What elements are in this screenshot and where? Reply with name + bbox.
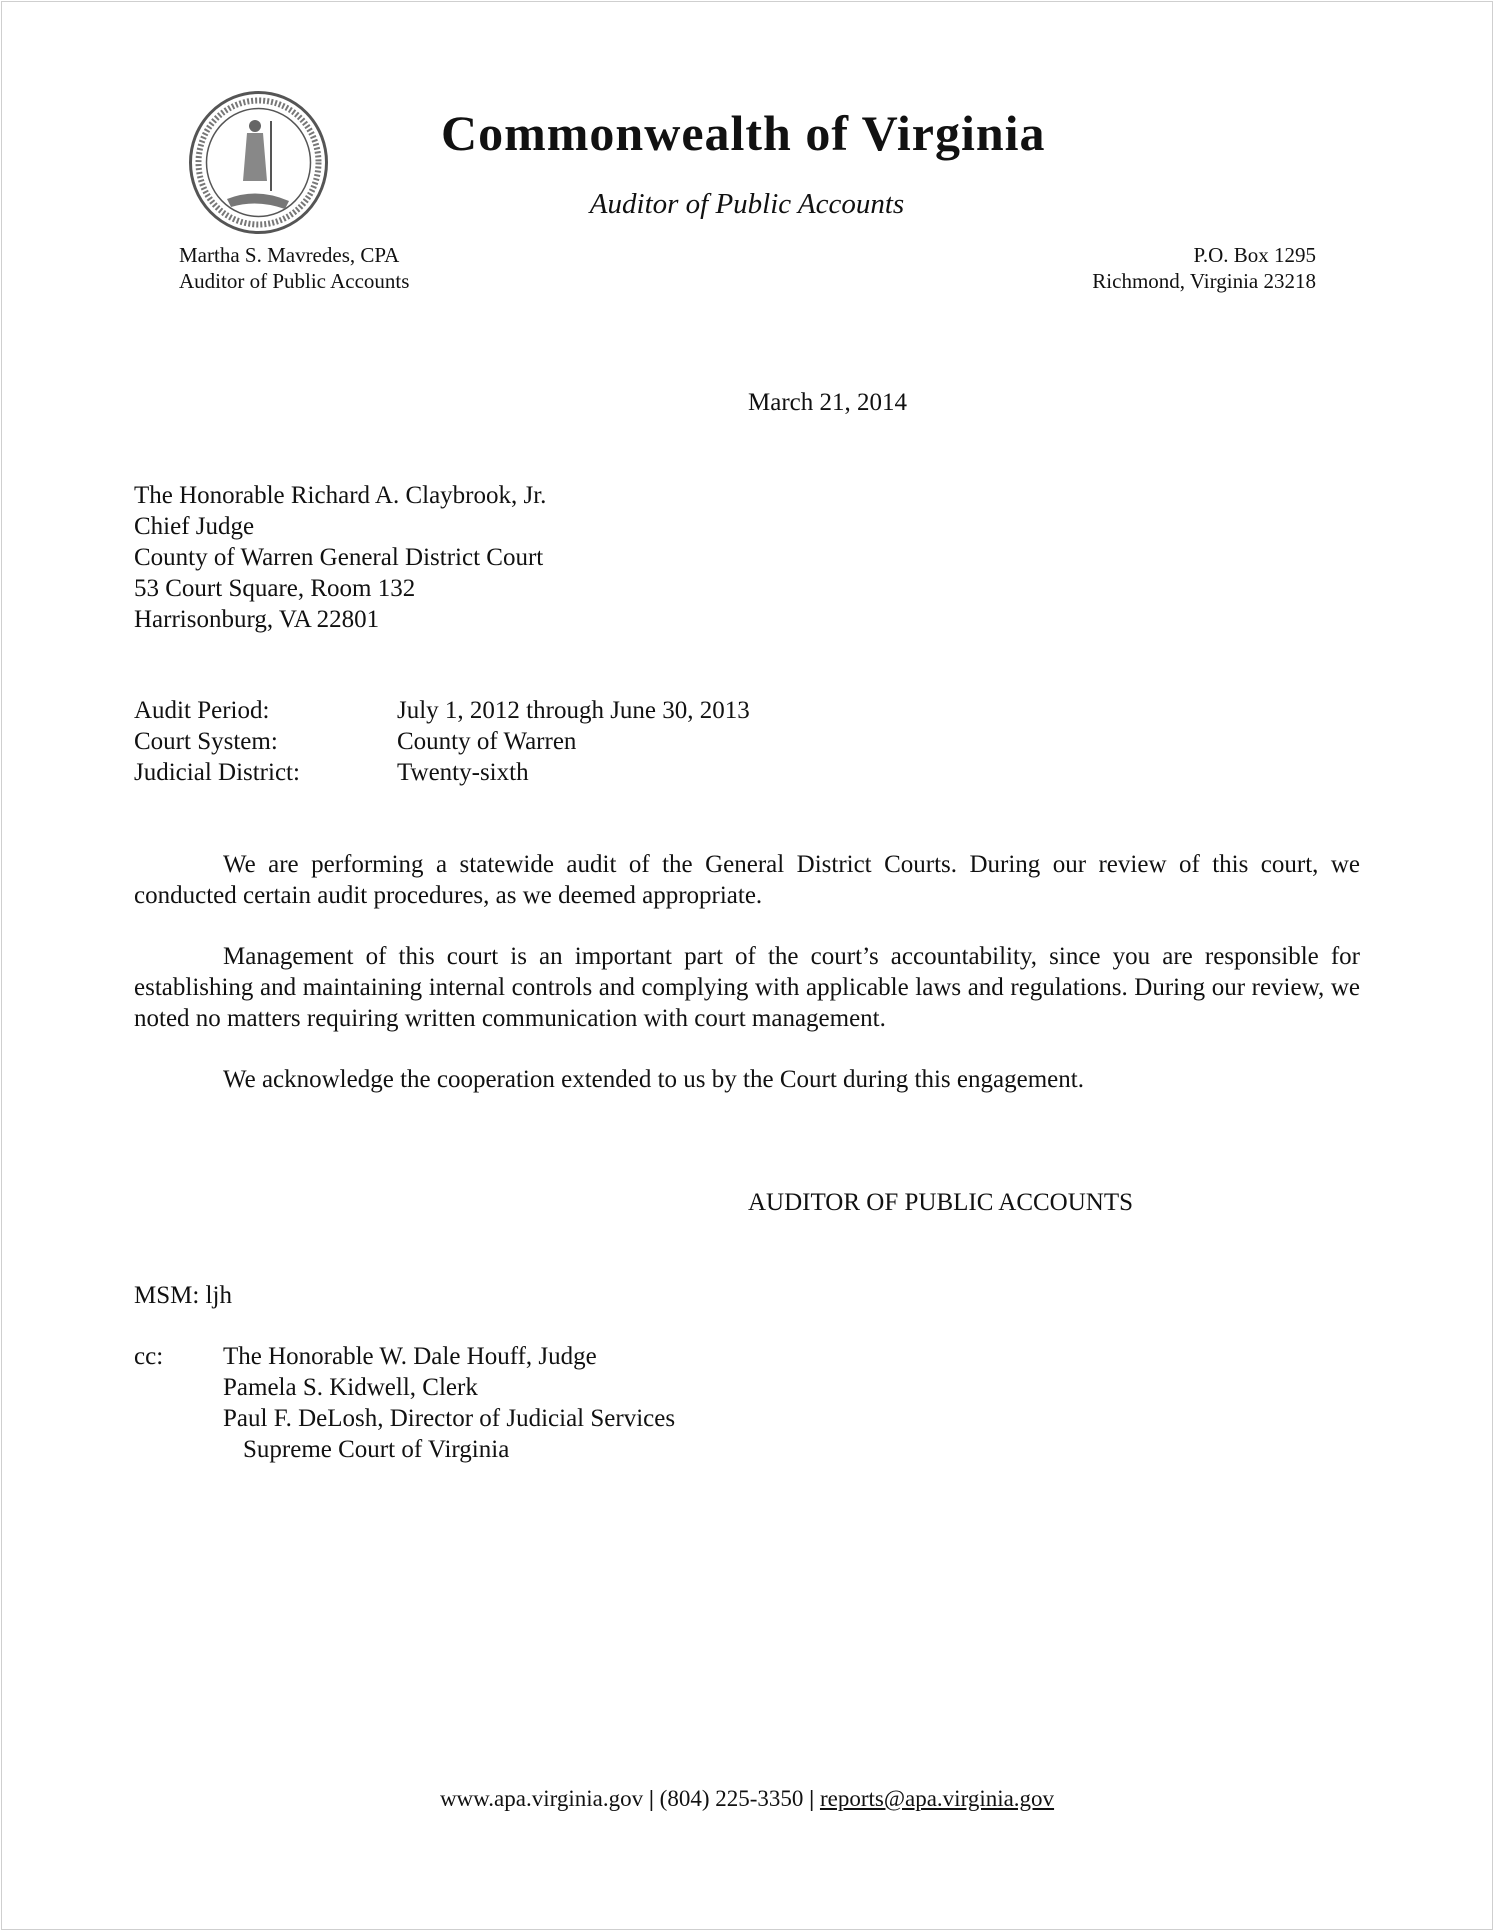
recipient-line: 53 Court Square, Room 132 bbox=[134, 575, 416, 602]
footer bbox=[0, 1786, 1494, 1812]
office-address-block bbox=[1092, 242, 1316, 294]
detail-row bbox=[134, 757, 750, 788]
footer-phone: (804) 225-3350 bbox=[659, 1786, 804, 1811]
detail-value: Twenty-sixth bbox=[397, 759, 529, 786]
signature-block: AUDITOR OF PUBLIC ACCOUNTS bbox=[748, 1189, 1134, 1216]
body-paragraph bbox=[134, 941, 1360, 1034]
detail-row bbox=[134, 695, 750, 726]
paragraph-text: Management of this court is an important part of the court’s accountability, since you are responsible for establishing and maintaining internal controls and complying with applicable laws and regulations. During our review, we noted no matters requiring written communication with court management. bbox=[134, 943, 1360, 1032]
po-box: P.O. Box 1295 bbox=[1193, 243, 1316, 267]
auditor-title: Auditor of Public Accounts bbox=[179, 269, 410, 293]
detail-label: Audit Period: bbox=[134, 697, 270, 724]
footer-separator: | bbox=[648, 1786, 654, 1811]
recipient-address bbox=[134, 480, 546, 635]
detail-value: County of Warren bbox=[397, 728, 577, 755]
cc-label: cc: bbox=[134, 1343, 164, 1370]
audit-details bbox=[134, 695, 750, 788]
body-paragraph bbox=[134, 1064, 1360, 1095]
auditor-name: Martha S. Mavredes, CPA bbox=[179, 243, 400, 267]
letterhead-title: Commonwealth of Virginia bbox=[441, 105, 1046, 161]
detail-label: Court System: bbox=[134, 728, 278, 755]
typist-initials: MSM: ljh bbox=[134, 1282, 232, 1309]
letter-date: March 21, 2014 bbox=[748, 389, 907, 416]
body-paragraph bbox=[134, 849, 1360, 911]
cc-line: Paul F. DeLosh, Director of Judicial Services bbox=[223, 1405, 676, 1432]
footer-website-link[interactable]: www.apa.virginia.gov bbox=[439, 1786, 644, 1811]
city-state-zip: Richmond, Virginia 23218 bbox=[1092, 269, 1316, 293]
recipient-line: Harrisonburg, VA 22801 bbox=[134, 606, 380, 633]
paragraph-text: We acknowledge the cooperation extended to us by the Court during this engagement. bbox=[223, 1066, 1084, 1093]
cc-line: Supreme Court of Virginia bbox=[243, 1436, 510, 1463]
recipient-line: County of Warren General District Court bbox=[134, 544, 544, 571]
cc-list bbox=[223, 1341, 675, 1465]
letterhead-subtitle-text: Auditor of Public Accounts bbox=[589, 188, 905, 220]
footer-email-link[interactable]: reports@apa.virginia.gov bbox=[819, 1786, 1055, 1811]
paragraph-text: We are performing a statewide audit of the General District Courts. During our review of this court, we conducted certain audit procedures, as we deemed appropriate. bbox=[134, 851, 1360, 909]
recipient-line: The Honorable Richard A. Claybrook, Jr. bbox=[134, 482, 547, 509]
footer-separator: | bbox=[809, 1786, 815, 1811]
cc-line: Pamela S. Kidwell, Clerk bbox=[223, 1374, 478, 1401]
detail-label: Judicial District: bbox=[134, 759, 300, 786]
auditor-name-block bbox=[179, 242, 409, 294]
cc-line: The Honorable W. Dale Houff, Judge bbox=[223, 1343, 597, 1370]
letterhead-subtitle bbox=[0, 188, 1494, 221]
recipient-line: Chief Judge bbox=[134, 513, 255, 540]
detail-row bbox=[134, 726, 750, 757]
detail-value: July 1, 2012 through June 30, 2013 bbox=[397, 697, 750, 724]
